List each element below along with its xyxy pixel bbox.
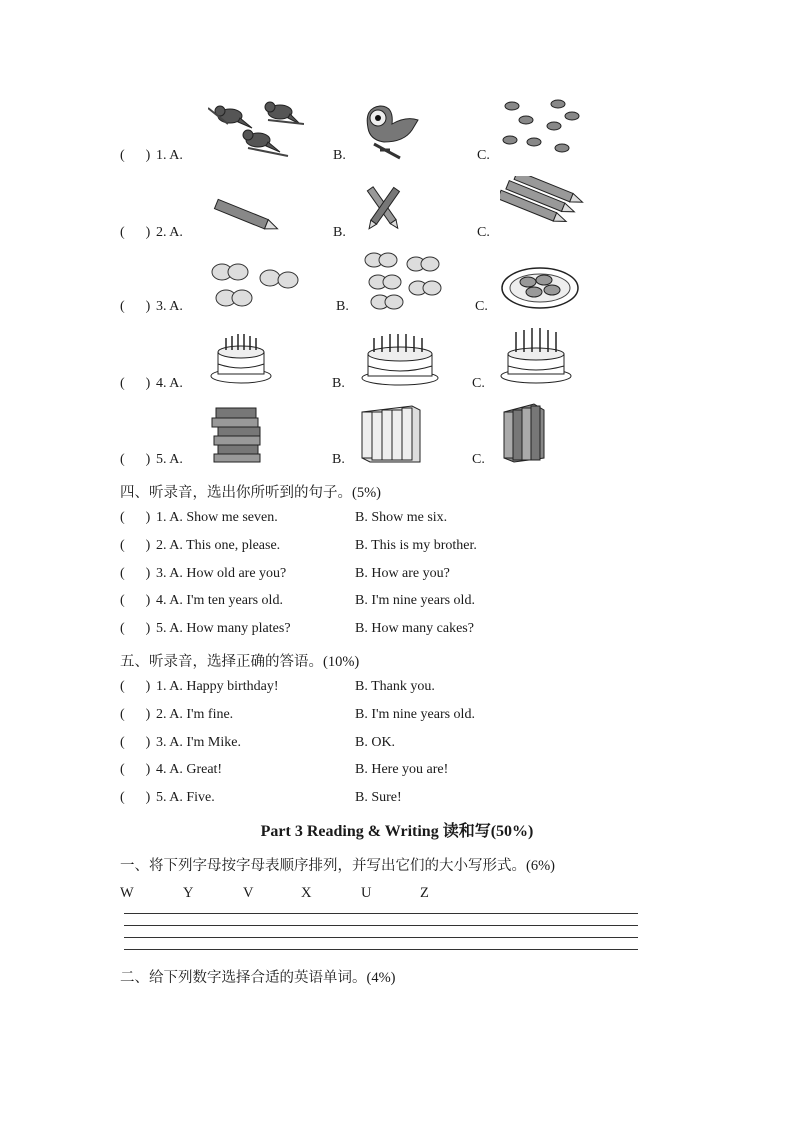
option-a: 4. A. I'm ten years old.: [156, 593, 283, 608]
writing-line[interactable]: [124, 949, 638, 950]
option-b: B. I'm nine years old.: [355, 593, 475, 608]
option-a: 5. A. How many plates?: [156, 621, 291, 636]
option-a: 1. A. Show me seven.: [156, 510, 278, 525]
answer-bracket[interactable]: ( ): [120, 762, 151, 777]
option-c-label: C.: [475, 299, 488, 314]
answer-bracket[interactable]: ( ): [120, 510, 151, 525]
letter: Y: [183, 885, 194, 901]
option-a: 3. A. How old are you?: [156, 566, 287, 581]
option-c-label: C.: [472, 376, 485, 391]
option-b: B. OK.: [355, 735, 396, 750]
answer-bracket[interactable]: ( ): [120, 148, 151, 163]
answer-bracket[interactable]: ( ): [120, 679, 151, 694]
option-b: B. Show me six.: [355, 510, 448, 525]
row-of-books-picture[interactable]: [360, 404, 422, 464]
stack-of-books-picture[interactable]: [210, 404, 266, 464]
option-b-label: B.: [333, 225, 346, 240]
answer-bracket[interactable]: ( ): [120, 376, 151, 391]
plate-of-eggs-picture[interactable]: [500, 262, 580, 310]
answer-bracket[interactable]: ( ): [120, 621, 151, 636]
option-b: B. How many cakes?: [355, 621, 474, 636]
answer-bracket[interactable]: ( ): [120, 735, 151, 750]
writing-line[interactable]: [124, 937, 638, 938]
question-number-option-a: 2. A.: [156, 225, 183, 240]
answer-bracket[interactable]: ( ): [120, 299, 151, 314]
writing-line[interactable]: [124, 913, 638, 914]
birthday-cake-picture[interactable]: [210, 330, 272, 384]
section-heading: 一、将下列字母按字母表顺序排列，并写出它们的大小写形式。(6%): [120, 858, 555, 874]
option-b-label: B.: [333, 148, 346, 163]
option-b: B. Here you are!: [355, 762, 449, 777]
option-b: B. Thank you.: [355, 679, 435, 694]
question-number-option-a: 5. A.: [156, 452, 183, 467]
answer-bracket[interactable]: ( ): [120, 566, 151, 581]
three-birds-picture[interactable]: [208, 98, 304, 162]
option-c-label: C.: [472, 452, 485, 467]
option-a: 4. A. Great!: [156, 762, 223, 777]
option-b: B. This is my brother.: [355, 538, 477, 553]
answer-bracket[interactable]: ( ): [120, 790, 151, 805]
one-pencil-picture[interactable]: [210, 196, 282, 236]
section-heading: 四、听录音，选出你所听到的句子。(5%): [120, 485, 381, 501]
option-a: 5. A. Five.: [156, 790, 215, 805]
writing-line[interactable]: [124, 925, 638, 926]
question-number-option-a: 4. A.: [156, 376, 183, 391]
letter: U: [361, 885, 372, 901]
option-a: 1. A. Happy birthday!: [156, 679, 279, 694]
many-birds-picture[interactable]: [500, 96, 580, 162]
answer-bracket[interactable]: ( ): [120, 225, 151, 240]
option-a: 3. A. I'm Mike.: [156, 735, 241, 750]
option-b-label: B.: [336, 299, 349, 314]
two-pairs-eggs-picture[interactable]: [208, 262, 302, 312]
option-b-label: B.: [332, 376, 345, 391]
many-pencils-picture[interactable]: [500, 176, 586, 238]
letter: X: [301, 885, 312, 901]
birthday-cake-picture[interactable]: [500, 326, 572, 384]
answer-bracket[interactable]: ( ): [120, 452, 151, 467]
birthday-cake-picture[interactable]: [360, 330, 440, 386]
section-heading: 二、给下列数字选择合适的英语单词。(4%): [120, 970, 396, 986]
option-c-label: C.: [477, 148, 490, 163]
answer-bracket[interactable]: ( ): [120, 593, 151, 608]
answer-bracket[interactable]: ( ): [120, 707, 151, 722]
answer-bracket[interactable]: ( ): [120, 538, 151, 553]
part-title: Part 3 Reading & Writing 读和写(50%): [260, 823, 534, 840]
option-b: B. How are you?: [355, 566, 450, 581]
letter-list: [0, 885, 794, 905]
option-b: B. I'm nine years old.: [355, 707, 475, 722]
letter: Z: [420, 885, 429, 901]
option-b: B. Sure!: [355, 790, 402, 805]
option-b-label: B.: [332, 452, 345, 467]
question-number-option-a: 3. A.: [156, 299, 183, 314]
letter: W: [120, 885, 134, 901]
letter: V: [243, 885, 254, 901]
few-books-picture[interactable]: [500, 402, 546, 464]
option-a: 2. A. This one, please.: [156, 538, 281, 553]
two-pencils-picture[interactable]: [358, 178, 408, 238]
many-eggs-picture[interactable]: [362, 250, 442, 312]
question-number-option-a: 1. A.: [156, 148, 183, 163]
one-bird-picture[interactable]: [360, 100, 422, 160]
option-c-label: C.: [477, 225, 490, 240]
option-a: 2. A. I'm fine.: [156, 707, 234, 722]
section-heading: 五、听录音，选择正确的答语。(10%): [120, 654, 360, 670]
